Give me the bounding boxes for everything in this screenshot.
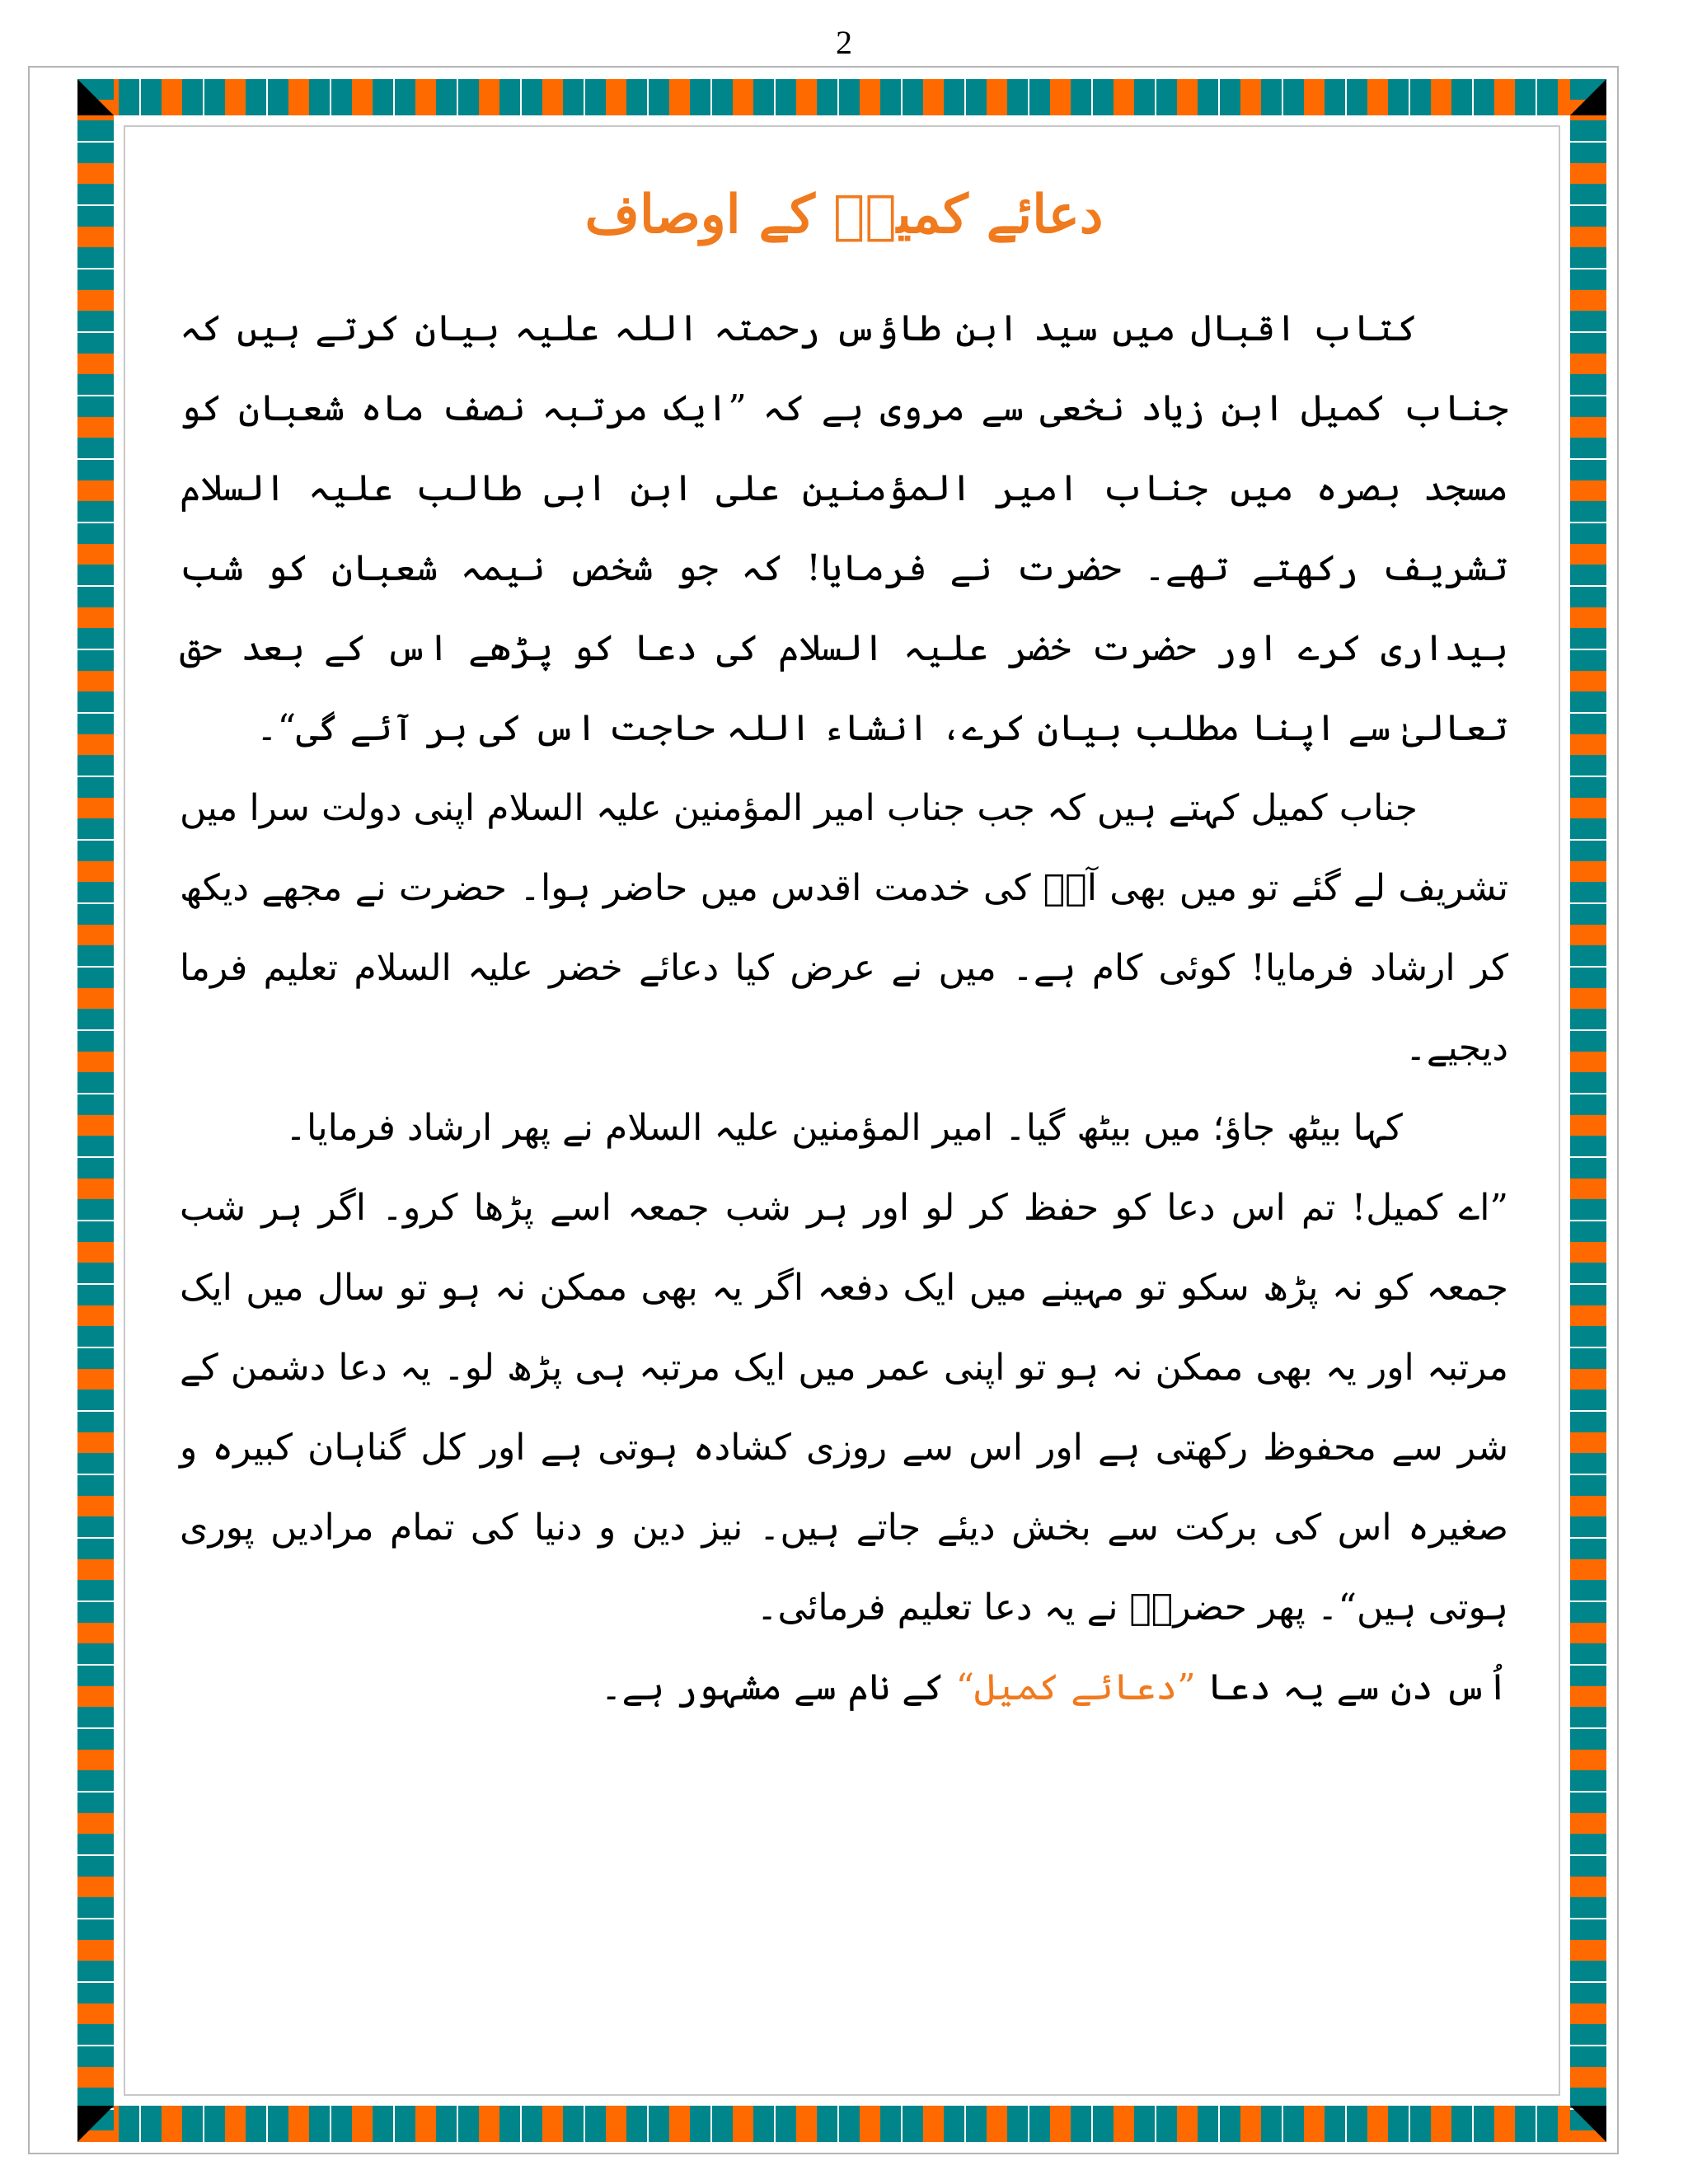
border-left-strip (77, 79, 114, 2142)
paragraph-3: کہا بیٹھ جاؤ؛ میں بیٹھ گیا۔ امیر المؤمنین علیہ السلام نے پھر ارشاد فرمایا۔ (285, 1107, 1403, 1149)
last-line-after: کے نام سے مشہور ہے۔ (600, 1666, 945, 1708)
paragraph-4: ”اے کمیل! تم اس دعا کو حفظ کر لو اور ہر شب جمعہ اسے پڑھا کرو۔ اگر ہر شب جمعہ کو نہ پڑھ سکو تو مہینے میں ایک دفعہ اگر یہ بھی ممکن نہ ہو تو سال میں ایک مرتبہ اور یہ بھی ممکن نہ ہو تو اپنی عمر میں ایک مرتبہ ہی پڑھ لو۔ یہ دعا دشمن کے شر سے محفوظ رکھتی ہے اور اس سے روزی کشادہ ہوتی ہے اور کل گناہان کبیرہ و صغیرہ اس کی برکت سے بخش دیئے جاتے ہیں۔ نیز دین و دنیا کی تمام مرادیں پوری ہوتی ہیں“۔ پھر حضرتؑ نے یہ دعا تعلیم فرمائی۔ (180, 1187, 1508, 1629)
paragraph-5 (180, 1647, 1508, 1727)
paragraph-1: کتاب اقبال میں سید ابن طاؤس رحمتہ اللہ علیہ بیان کرتے ہیں کہ جناب کمیل ابن زیاد نخعی سے مروی ہے کہ ”ایک مرتبہ نصف ماہ شعبان کو مسجد بصرہ میں جناب امیر المؤمنین علی ابن ابی طالب علیہ السلام تشریف رکھتے تھے۔ حضرت نے فرمایا! کہ جو شخص نیمہ شعبان کو شب بیداری کرے اور حضرت خضر علیہ السلام کی دعا کو پڑھے اس کے بعد حق تعالیٰ سے اپنا مطلب بیان کرے، انشاء اللہ حاجت اس کی بر آئے گی“۔ (180, 307, 1508, 749)
page-number: 2 (836, 24, 852, 61)
last-line-before: اُس دن سے یہ دعا (1207, 1666, 1508, 1708)
body-text (180, 288, 1508, 1727)
page-title: دعائے کمیلؒ کے اوصاف (584, 183, 1104, 246)
border-right-strip (1570, 79, 1606, 2142)
paragraph-2: جناب کمیل کہتے ہیں کہ جب جناب امیر المؤمنین علیہ السلام اپنی دولت سرا میں تشریف لے گئے تو میں بھی آپؑ کی خدمت اقدس میں حاضر ہوا۔ حضرت نے مجھے دیکھ کر ارشاد فرمایا! کوئی کام ہے۔ میں نے عرض کیا دعائے خضر علیہ السلام تعلیم فرما دیجیے۔ (180, 787, 1508, 1069)
dua-name-highlight: ”دعائے کمیل“ (955, 1666, 1196, 1708)
